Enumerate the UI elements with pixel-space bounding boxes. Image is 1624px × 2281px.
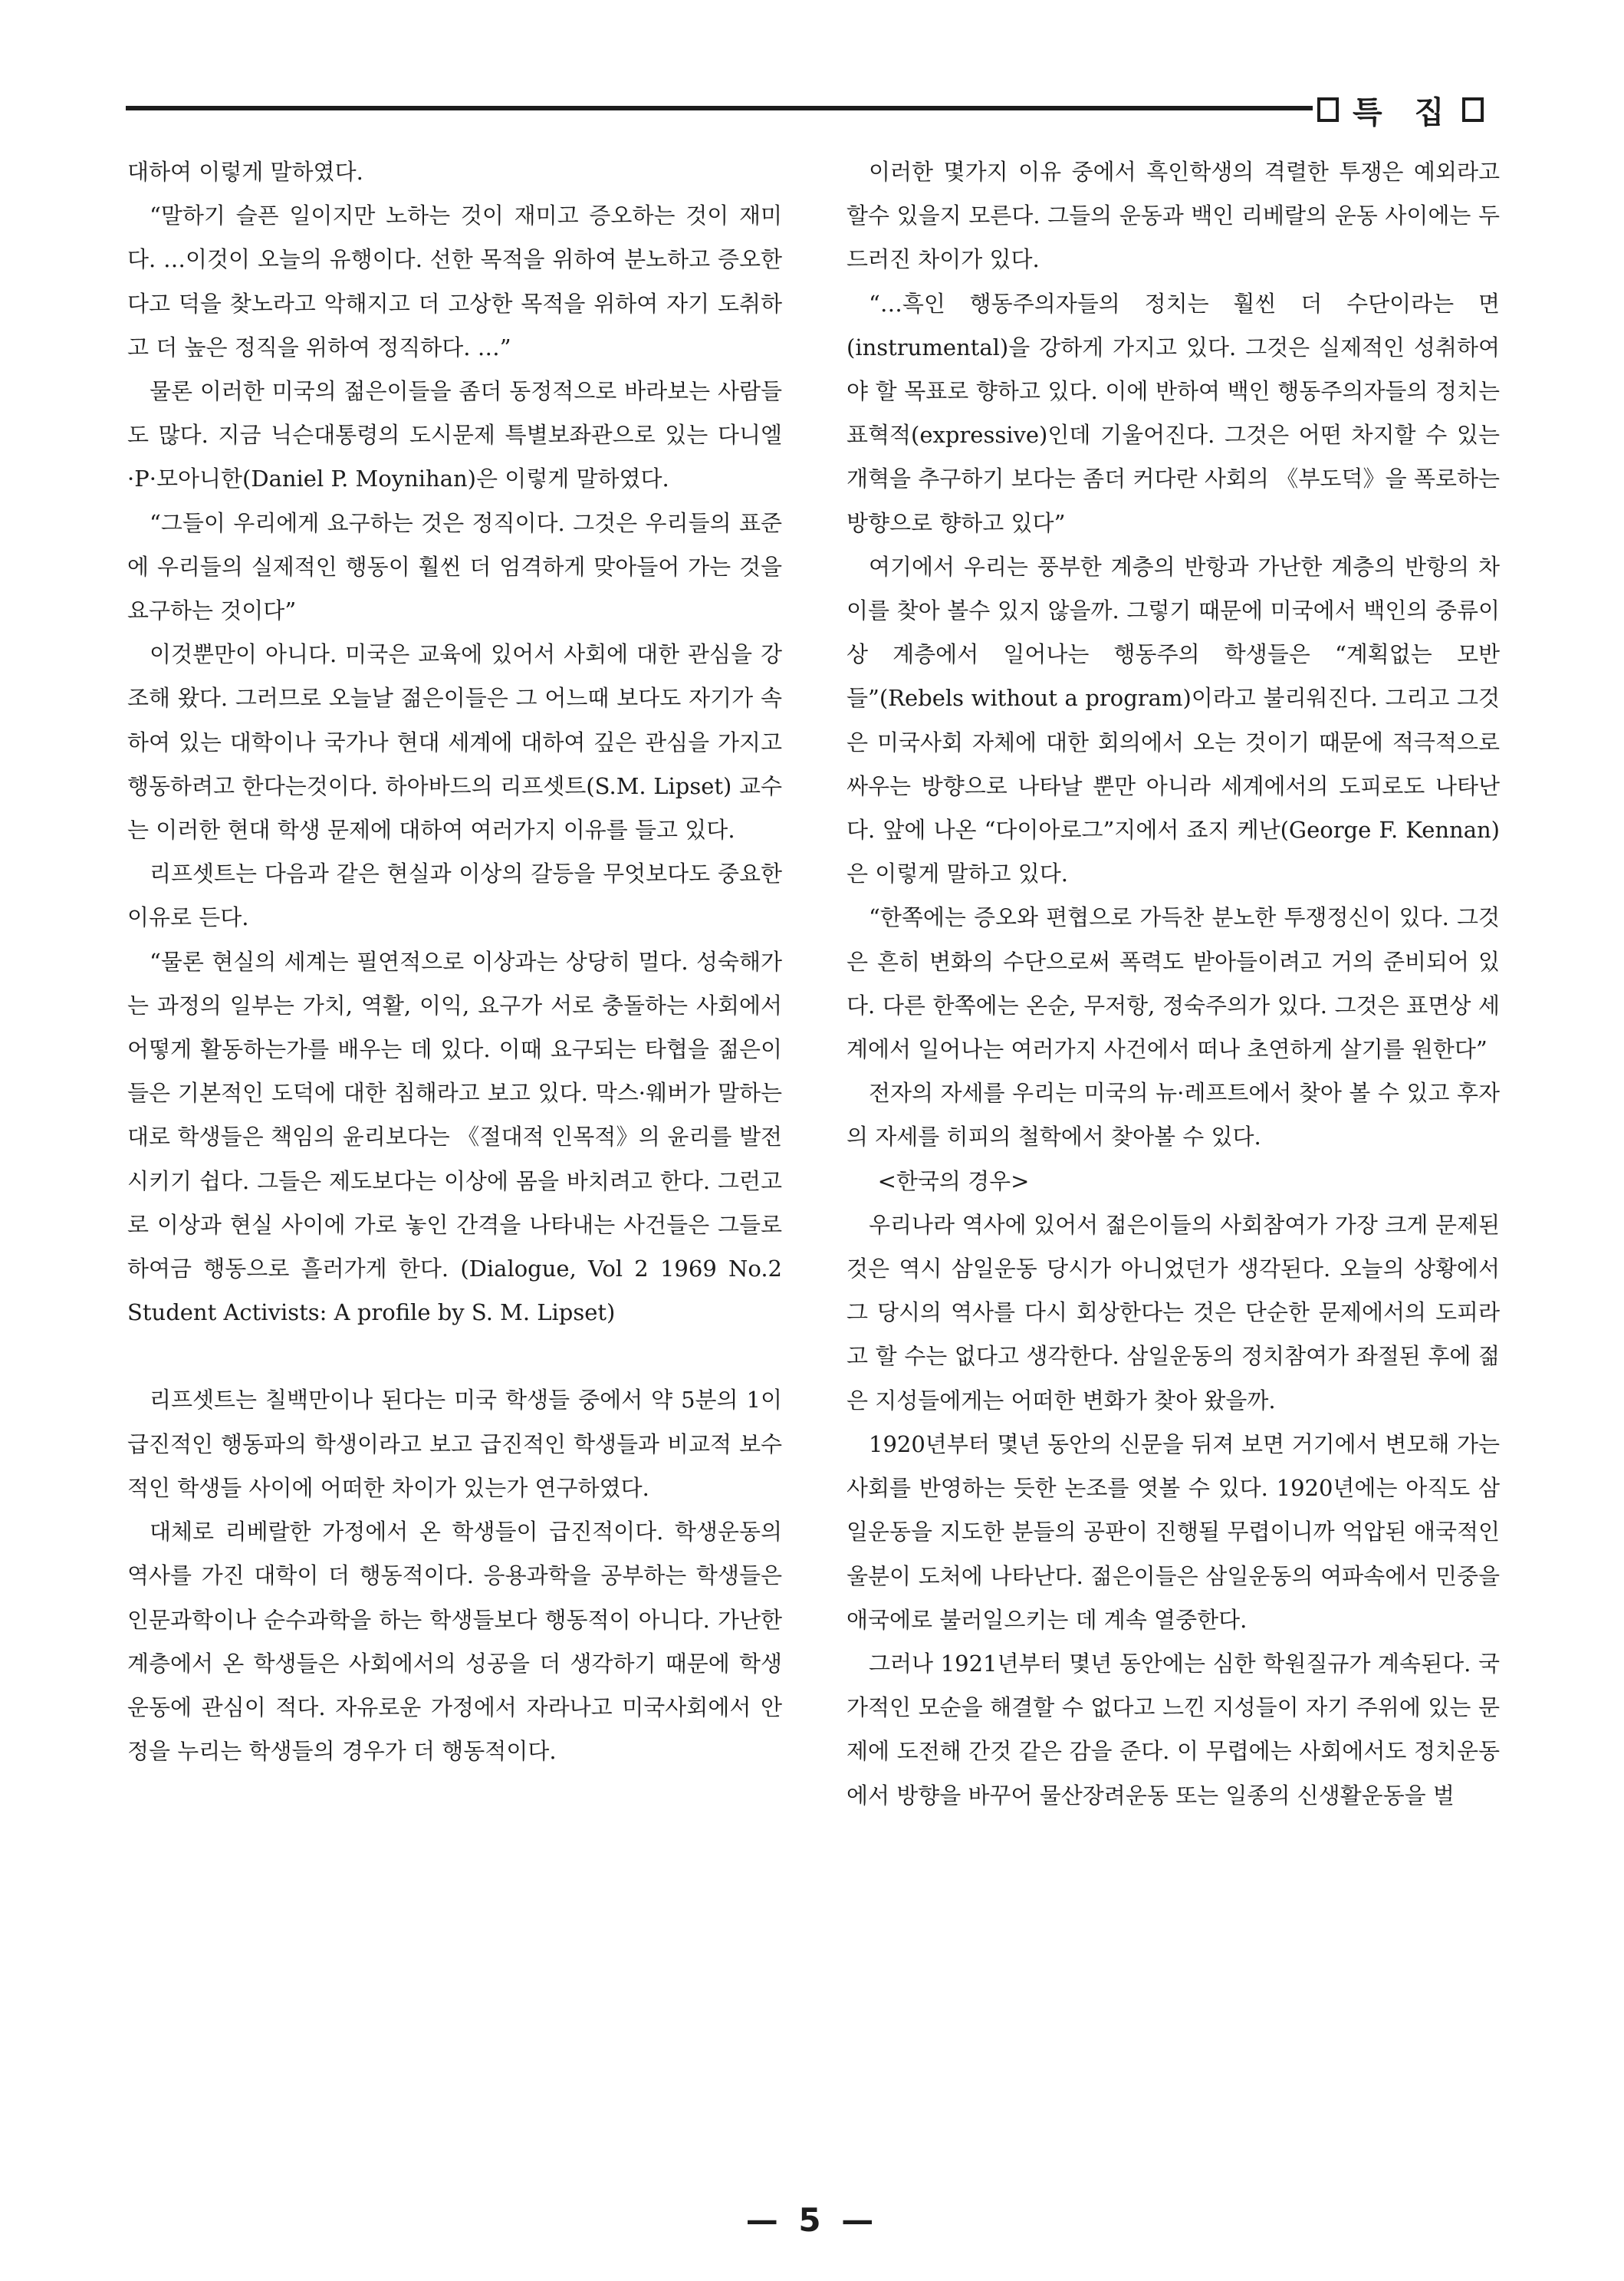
section-heading: <한국의 경우>: [877, 1167, 1030, 1194]
left-column: [127, 150, 782, 1773]
section-title: 특 집: [1353, 94, 1455, 130]
quote-paragraph: “…흑인 행동주의자들의 정치는 훨씬 더 수단이라는 면(instrumental)을 강하게 가지고 있다. 그것은 실제적인 성취하여야 할 목표로 향하고 있다. 이에 반하여 백인 행동주의자들의 정치는 표혁적(expressive)인데 기울어진다. 그것은 어떤 차지할 수 있는 개혁을 추구하기 보다는 좀더 커다란 사회의 《부도덕》을 폭로하는 방향으로 향하고 있다”: [847, 290, 1500, 536]
paragraph: 1920년부터 몇년 동안의 신문을 뒤져 보면 거기에서 변모해 가는 사회를 반영하는 듯한 논조를 엿볼 수 있다. 1920년에는 아직도 삼일운동을 지도한 분들의 공판이 진행될 무렵이니까 억압된 애국적인 울분이 도처에 나타난다. 젊은이들은 삼일운동의 여파속에서 민중을 애국에로 불러일으키는 데 계속 열중한다.: [847, 1430, 1500, 1633]
paragraph: 대체로 리베랄한 가정에서 온 학생들이 급진적이다. 학생운동의 역사를 가진 대학이 더 행동적이다. 응용과학을 공부하는 학생들은 인문과학이나 순수과학을 하는 학생들보다 행동적이 아니다. 가난한 계층에서 온 학생들은 사회에서의 성공을 더 생각하기 때문에 학생운동에 관심이 적다. 자유로운 가정에서 자라나고 미국사회에서 안정을 누리는 학생들의 경우가 더 행동적이다.: [127, 1519, 782, 1765]
section-header: [1317, 87, 1484, 133]
paragraph: 물론 이러한 미국의 젊은이들을 좀더 동정적으로 바라보는 사람들도 많다. 지금 닉슨대통령의 도시문제 특별보좌관으로 있는 다니엘·P·모아니한(Daniel P. Moynihan)은 이렇게 말하였다.: [127, 378, 782, 492]
square-bracket-icon: [1462, 97, 1484, 122]
page-number: — 5 —: [745, 2201, 879, 2239]
square-bracket-icon: [1317, 97, 1339, 122]
paragraph: 우리나라 역사에 있어서 젊은이들의 사회참여가 가장 크게 문제된 것은 역시 삼일운동 당시가 아니었던가 생각된다. 오늘의 상황에서 그 당시의 역사를 다시 회상한다는 것은 단순한 문제에서의 도피라고 할 수는 없다고 생각한다. 삼일운동의 정치참여가 좌절된 후에 젊은 지성들에게는 어떠한 변화가 찾아 왔을까.: [847, 1211, 1500, 1414]
quote-paragraph: “말하기 슬픈 일이지만 노하는 것이 재미고 증오하는 것이 재미다. …이것이 오늘의 유행이다. 선한 목적을 위하여 분노하고 증오한다고 덕을 찾노라고 악해지고 더 고상한 목적을 위하여 자기 도취하고 더 높은 정직을 위하여 정직하다. …”: [127, 202, 782, 360]
paragraph: 리프셋트는 칠백만이나 된다는 미국 학생들 중에서 약 5분의 1이 급진적인 행동파의 학생이라고 보고 급진적인 학생들과 비교적 보수적인 학생들 사이에 어떠한 차이가 있는가 연구하였다.: [127, 1387, 782, 1501]
paragraph: 그러나 1921년부터 몇년 동안에는 심한 학원질규가 계속된다. 국가적인 모순을 해결할 수 없다고 느낀 지성들이 자기 주위에 있는 문제에 도전해 간것 같은 감을 준다. 이 무렵에는 사회에서도 정치운동에서 방향을 바꾸어 물산장려운동 또는 일종의 신생활운동을 벌: [847, 1650, 1500, 1809]
paragraph: 이러한 몇가지 이유 중에서 흑인학생의 격렬한 투쟁은 예외라고 할수 있을지 모른다. 그들의 운동과 백인 리베랄의 운동 사이에는 두드러진 차이가 있다.: [847, 159, 1500, 273]
quote-paragraph: “그들이 우리에게 요구하는 것은 정직이다. 그것은 우리들의 표준에 우리들의 실제적인 행동이 훨씬 더 엄격하게 맞아들어 가는 것을 요구하는 것이다”: [127, 509, 782, 624]
paragraph: 이것뿐만이 아니다. 미국은 교육에 있어서 사회에 대한 관심을 강조해 왔다. 그러므로 오늘날 젊은이들은 그 어느때 보다도 자기가 속하여 있는 대학이나 국가나 현대 세계에 대하여 깊은 관심을 가지고 행동하려고 한다는것이다. 하아바드의 리프셋트(S.M. Lipset) 교수는 이러한 현대 학생 문제에 대하여 여러가지 이유를 들고 있다.: [127, 641, 782, 844]
paragraph: 여기에서 우리는 풍부한 계층의 반항과 가난한 계층의 반항의 차이를 찾아 볼수 있지 않을까. 그렇기 때문에 미국에서 백인의 중류이상 계층에서 일어나는 행동주의 학생들은 “계획없는 모반들”(Rebels without a program)이라고 불리워진다. 그리고 그것은 미국사회 자체에 대한 회의에서 오는 것이기 때문에 적극적으로 싸우는 방향으로 나타날 뿐만 아니라 세계에서의 도피로도 나타난다. 앞에 나온 “다이아로그”지에서 죠지 케난(George F. Kennan)은 이렇게 말하고 있다.: [847, 553, 1500, 887]
quote-paragraph: “물론 현실의 세계는 필연적으로 이상과는 상당히 멀다. 성숙해가는 과정의 일부는 가치, 역활, 이익, 요구가 서로 충돌하는 사회에서 어떻게 활동하는가를 배우는 데 있다. 이때 요구되는 타협을 젊은이들은 기본적인 도덕에 대한 침해라고 보고 있다. 막스·웨버가 말하는 대로 학생들은 책임의 윤리보다는 《절대적 인목적》의 윤리를 발전시키기 쉽다. 그들은 제도보다는 이상에 몸을 바치려고 한다. 그런고로 이상과 현실 사이에 가로 놓인 간격을 나타내는 사건들은 그들로 하여금 행동으로 흘러가게 한다. (Dialogue, Vol 2 1969 No.2 Student Activists: A profile by S. M. Lipset): [127, 948, 782, 1326]
paragraph: 리프셋트는 다음과 같은 현실과 이상의 갈등을 무엇보다도 중요한 이유로 든다.: [127, 861, 782, 931]
header-rule: [126, 106, 1313, 110]
quote-paragraph: “한쪽에는 증오와 편협으로 가득찬 분노한 투쟁정신이 있다. 그것은 흔히 변화의 수단으로써 폭력도 받아들이려고 거의 준비되어 있다. 다른 한쪽에는 온순, 무저항, 정숙주의가 있다. 그것은 표면상 세계에서 일어나는 여러가지 사건에서 떠나 초연하게 살기를 원한다”: [847, 904, 1500, 1063]
right-column: [847, 150, 1500, 1818]
paragraph: 전자의 자세를 우리는 미국의 뉴·레프트에서 찾아 볼 수 있고 후자의 자세를 히피의 철학에서 찾아볼 수 있다.: [847, 1080, 1500, 1150]
paragraph: 대하여 이렇게 말하였다.: [127, 159, 363, 185]
